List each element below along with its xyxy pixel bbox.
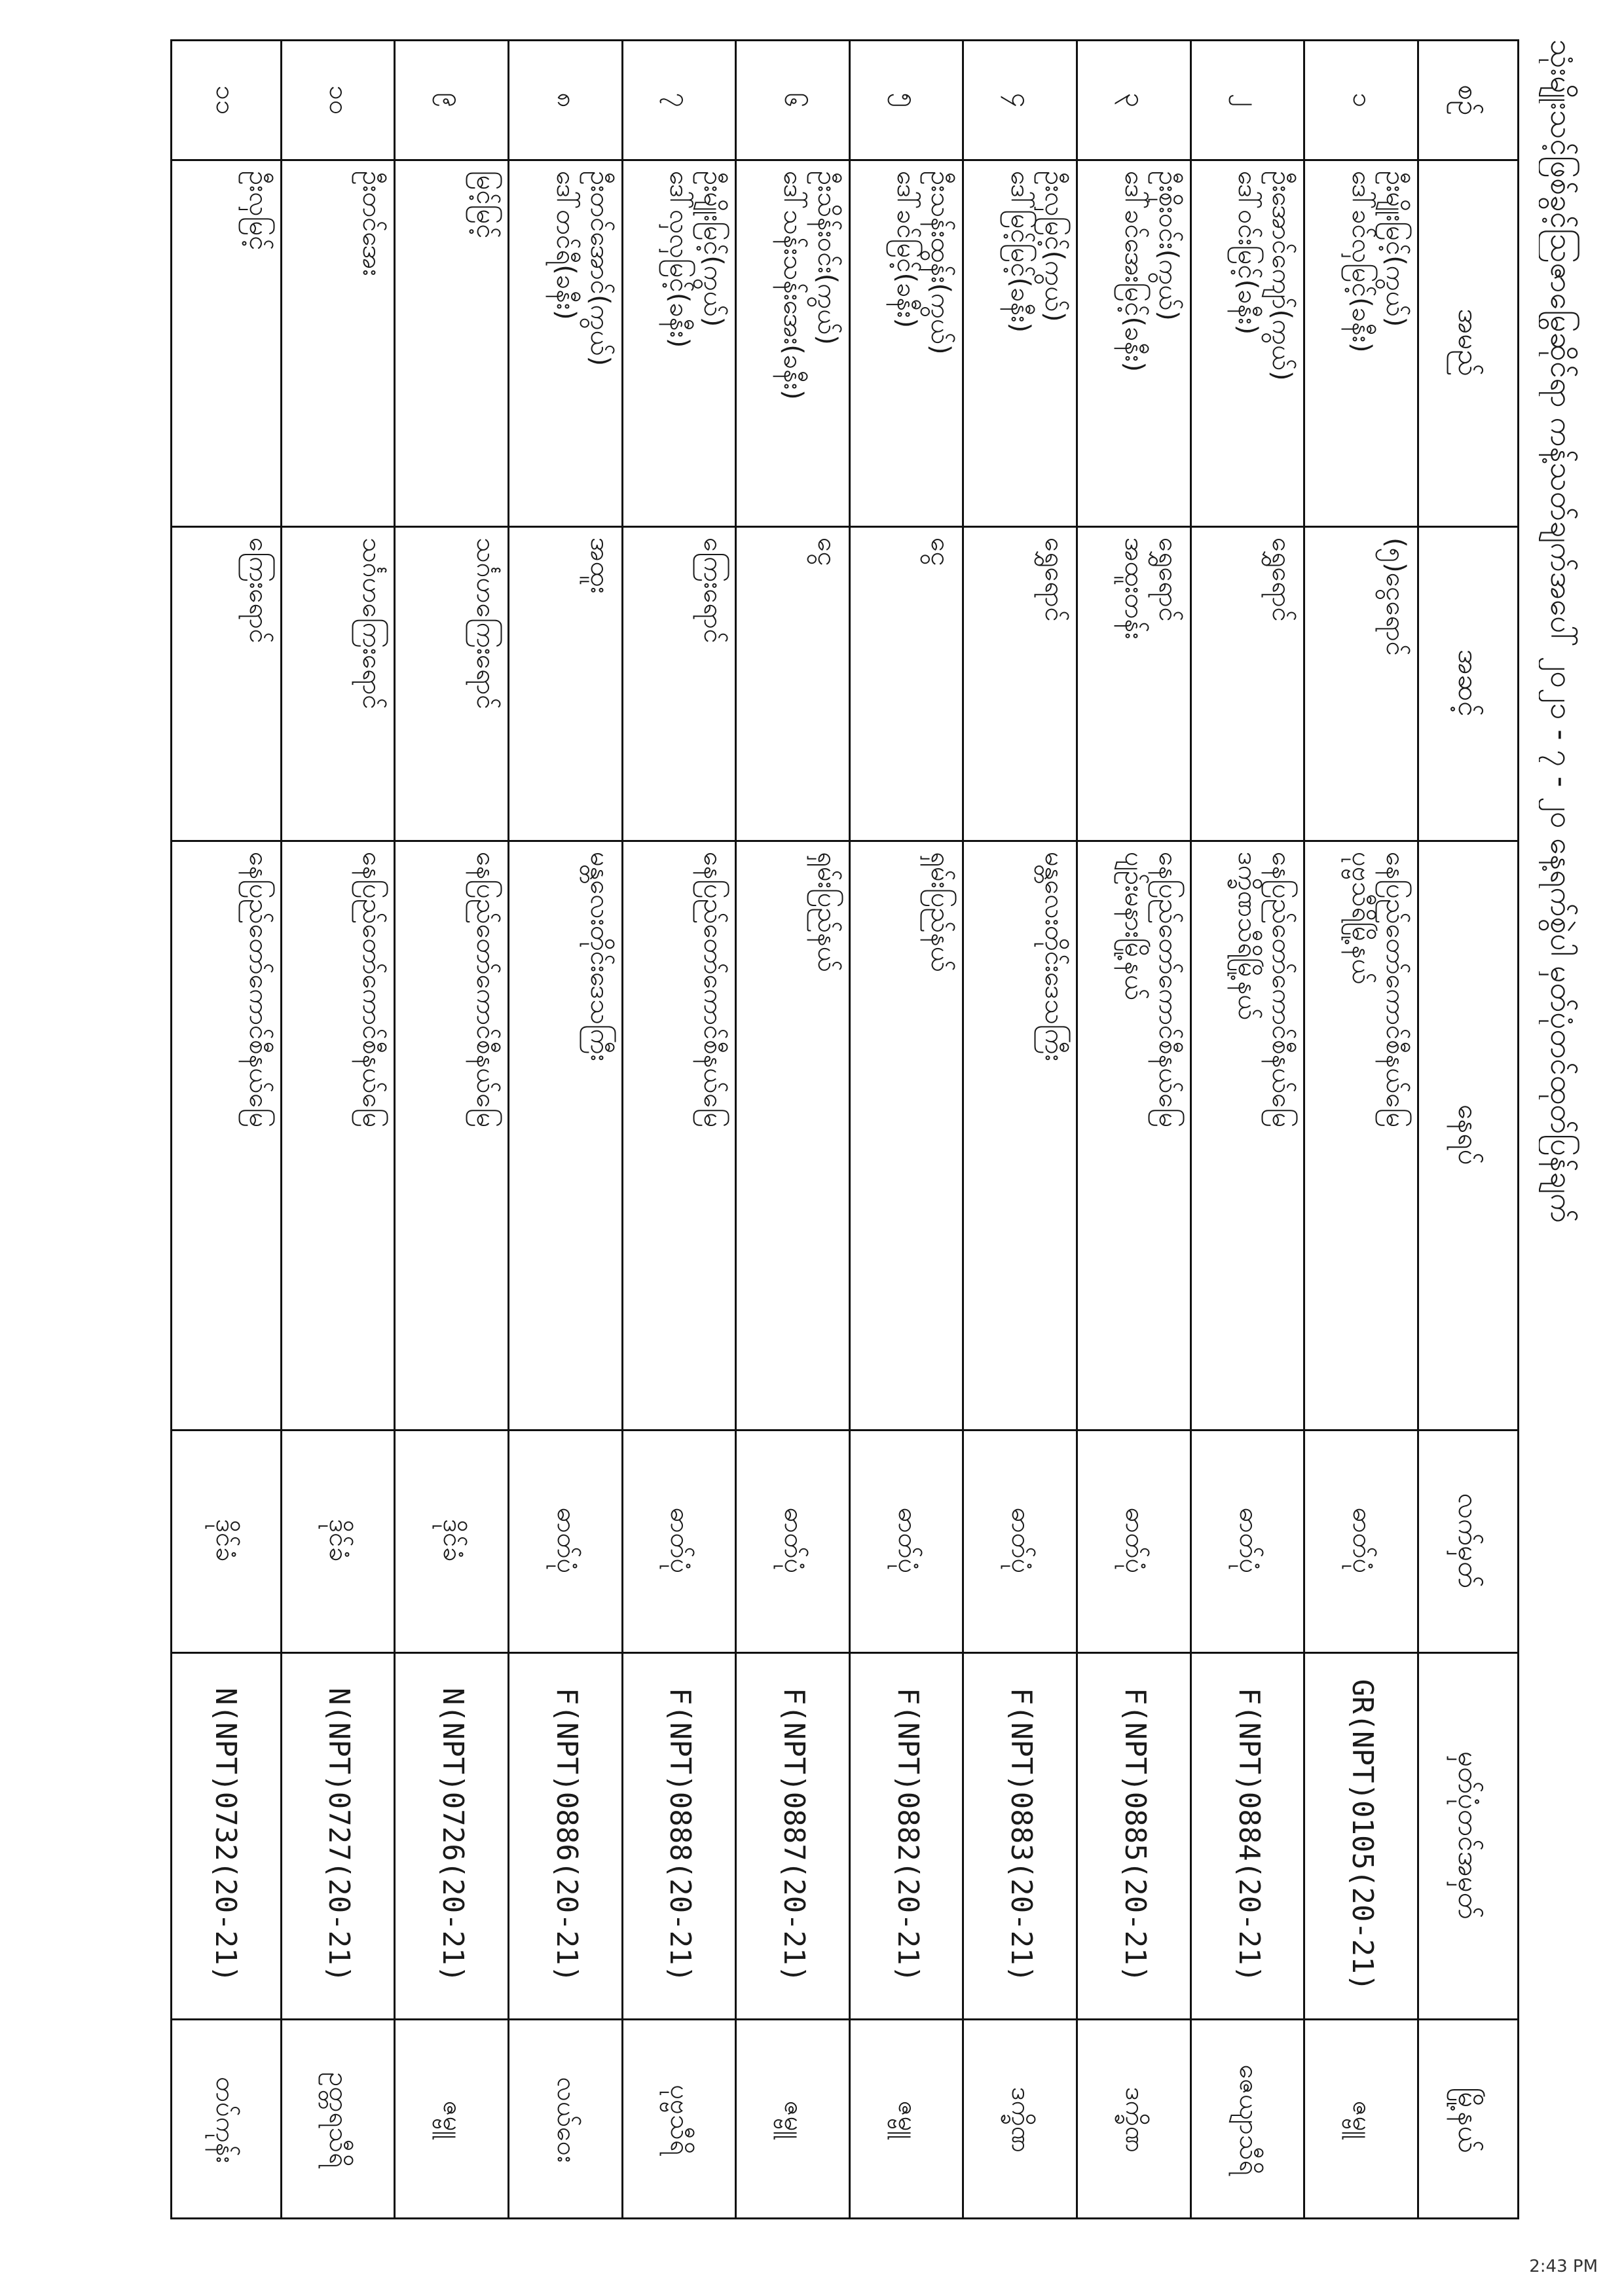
cell-name: ဦးလှမြင့်(ကွယ်) ဒေါ်မြင့်မြင့်(ခနီး) bbox=[1005, 171, 1070, 333]
cell-address: နေပြည်တော်ကောင်စီနယ်မြေ ဒက္ခိဏသီရိမြို့နယ် bbox=[1232, 852, 1297, 1128]
cell-name: ဦးလှမြင့် bbox=[243, 171, 274, 251]
cell-no: ၇ bbox=[665, 92, 695, 108]
cell-registration: F(NPT)0886(20-21) bbox=[549, 1687, 583, 1983]
cell-address: နေပြည်တော်ကောင်စီနယ်မြေ bbox=[470, 852, 501, 1128]
cell-type: ဓာတ်ပုံ bbox=[1006, 1507, 1037, 1574]
cell-no: ၃ bbox=[1119, 92, 1150, 108]
cell-name: ဦးသိန်းဝင်း(ကွယ်) ဒေါ်သန်းသန်းအေး(ခနီး) bbox=[777, 171, 842, 400]
cell-township: ဇမ္ဗူ bbox=[892, 2100, 923, 2140]
footer-timestamp: 2:43 PM bbox=[1529, 2257, 1598, 2276]
cell-no: ၆ bbox=[779, 92, 809, 108]
cell-address: နေပြည်တော်ကောင်စီနယ်မြေ bbox=[243, 852, 274, 1128]
document-title: သုံးမျိုးသင့်ဖြစ်ခွင့်သြဇာမြွေဆိုင်ရာ ကန့်သတ်ချက်အပေါ် ၂၀၂၁ - ၇ - ၂၀ နေ့ရက်စွဲပါ မှတ်ပုံတင်ထုတ်ပြန်ချက် bbox=[1544, 39, 1579, 1223]
cell-type: ဓာတ်ပုံ bbox=[665, 1507, 695, 1574]
cell-name: ဦးစိုးဝင်း(ကွယ်) ဒေါ်ခင်အေးမြင့်(ခနီး) bbox=[1118, 171, 1183, 373]
cell-township: လယ်ဝေး bbox=[551, 2077, 581, 2163]
cell-address: ရှမ်းပြည်နယ် bbox=[925, 852, 956, 972]
cell-rank: (၅)ငွေရောင် bbox=[1380, 538, 1411, 656]
cell-township: ဒက္ခိဏ bbox=[1006, 2086, 1037, 2153]
cell-rank: အထူး bbox=[584, 538, 615, 594]
cell-name: ဦးတင်အေး bbox=[357, 171, 388, 276]
cell-rank: ကြေးရောင် bbox=[243, 538, 274, 644]
cell-name: ဦးသန်းထွန်း(ကွယ်) ဒေါ်ခင်မြင့်(ခနီး) bbox=[891, 171, 956, 355]
cell-address: မန္တလေးတိုင်းဒေသကြီး bbox=[584, 852, 615, 1061]
cell-registration: F(NPT)0887(20-21) bbox=[777, 1687, 811, 1983]
cell-registration: GR(NPT)0105(20-21) bbox=[1346, 1679, 1380, 1992]
cell-no: ၄ bbox=[1006, 92, 1037, 108]
cell-rank: ရွှေရောင် bbox=[1039, 538, 1070, 622]
header-no: စဉ် bbox=[1452, 84, 1485, 116]
cell-rank: ရွှေရောင် bbox=[1266, 538, 1297, 622]
cell-type: ဓာတ်ပုံ bbox=[779, 1507, 809, 1574]
cell-rank: ငွေ bbox=[925, 538, 956, 566]
cell-rank: သင်္ဂဟကြေးရောင် bbox=[470, 538, 501, 710]
cell-address: ရှမ်းပြည်နယ် bbox=[811, 852, 842, 972]
cell-rank: ကြေးရောင် bbox=[698, 538, 729, 644]
cell-type: ဓာတ်ပုံ bbox=[1233, 1507, 1264, 1574]
cell-type: ဒိုင်ခံ bbox=[323, 1519, 354, 1562]
cell-no: ၂ bbox=[1233, 94, 1264, 107]
cell-type: ဓာတ်ပုံ bbox=[1347, 1507, 1378, 1574]
header-address: နေရပ် bbox=[1452, 1104, 1485, 1165]
cell-name: မြင့်မြင့် bbox=[470, 171, 501, 239]
cell-registration: N(NPT)0726(20-21) bbox=[436, 1687, 470, 1983]
cell-no: ၈ bbox=[551, 92, 581, 108]
cell-rank: ရွှေရောင် အထူးတန်း bbox=[1118, 538, 1183, 640]
cell-township: ဇေယျာသီရိ bbox=[1233, 2064, 1264, 2176]
header-type: လက်မှတ် bbox=[1452, 1493, 1485, 1588]
cell-no: ၁ bbox=[1347, 92, 1378, 108]
cell-address: နေပြည်တော်ကောင်စီနယ်မြေ ပျဉ်းမနားမြို့နယ် bbox=[1118, 852, 1183, 1128]
cell-registration: F(NPT)0883(20-21) bbox=[1005, 1687, 1039, 1983]
cell-township: ဒက္ခိဏ bbox=[1119, 2086, 1150, 2153]
cell-township: ပုဗ္ဗသီရိ bbox=[665, 2085, 695, 2155]
cell-rank: ငွေ bbox=[811, 538, 842, 566]
cell-no: ၅ bbox=[892, 92, 923, 108]
cell-township: ဇမ္ဗူ bbox=[779, 2100, 809, 2140]
cell-registration: F(NPT)0884(20-21) bbox=[1232, 1687, 1266, 1983]
cell-address: နေပြည်တော်ကောင်စီနယ်မြေ ပုဗ္ဗသီရိမြို့နယ် bbox=[1346, 852, 1411, 1128]
header-rank: အဆင့် bbox=[1452, 649, 1485, 717]
cell-township: ဇမ္ဗူ bbox=[1347, 2100, 1378, 2140]
cell-name: ဦးမျိုးမြင့်(ကွယ်) ဒေါ်လှလှမြင့်(ခနီး) bbox=[664, 171, 729, 348]
cell-township: တပ်ကုန်း bbox=[210, 2077, 240, 2163]
cell-rank: သင်္ဂဟကြေးရောင် bbox=[357, 538, 388, 710]
cell-registration: F(NPT)0882(20-21) bbox=[891, 1687, 925, 1983]
cell-registration: F(NPT)0888(20-21) bbox=[663, 1687, 697, 1983]
cell-type: ဓာတ်ပုံ bbox=[551, 1507, 581, 1574]
cell-no: ၁၀ bbox=[323, 85, 354, 115]
cell-type: ဓာတ်ပုံ bbox=[892, 1507, 923, 1574]
cell-registration: F(NPT)0885(20-21) bbox=[1118, 1687, 1152, 1983]
cell-address: မန္တလေးတိုင်းဒေသကြီး bbox=[1039, 852, 1070, 1061]
header-name: အမည် bbox=[1452, 308, 1485, 376]
cell-name: ဦးတင်အောင်(ကွယ်) ဒေါ်တင်ရီ(ခနီး) bbox=[550, 171, 615, 367]
cell-township: ဇမ္ဗူ bbox=[437, 2100, 468, 2140]
cell-township: ဥတ္တရသီရိ bbox=[323, 2072, 354, 2168]
cell-registration: N(NPT)0732(20-21) bbox=[208, 1687, 242, 1983]
header-registration: မှတ်ပုံတင်အမှတ် bbox=[1452, 1751, 1485, 1920]
cell-no: ၉ bbox=[437, 92, 468, 108]
cell-name: ဦးအောင်ကျော်(ကွယ်) ဒေါ်ဝင်းမြင့်(ခနီး) bbox=[1232, 171, 1297, 381]
cell-name: ဦးမျိုးမြင့်(ကွယ်) ဒေါ်ခင်လှမြင့်(ခနီး) bbox=[1346, 171, 1411, 353]
header-township: မြို့နယ် bbox=[1452, 2086, 1485, 2153]
registration-table bbox=[170, 39, 1519, 2219]
cell-address: နေပြည်တော်ကောင်စီနယ်မြေ bbox=[357, 852, 388, 1128]
cell-type: ဒိုင်ခံ bbox=[437, 1519, 468, 1562]
cell-type: ဒိုင်ခံ bbox=[210, 1519, 240, 1562]
cell-registration: N(NPT)0727(20-21) bbox=[322, 1687, 356, 1983]
cell-no: ၁၁ bbox=[210, 85, 240, 115]
cell-type: ဓာတ်ပုံ bbox=[1119, 1507, 1150, 1574]
cell-address: နေပြည်တော်ကောင်စီနယ်မြေ bbox=[698, 852, 729, 1128]
